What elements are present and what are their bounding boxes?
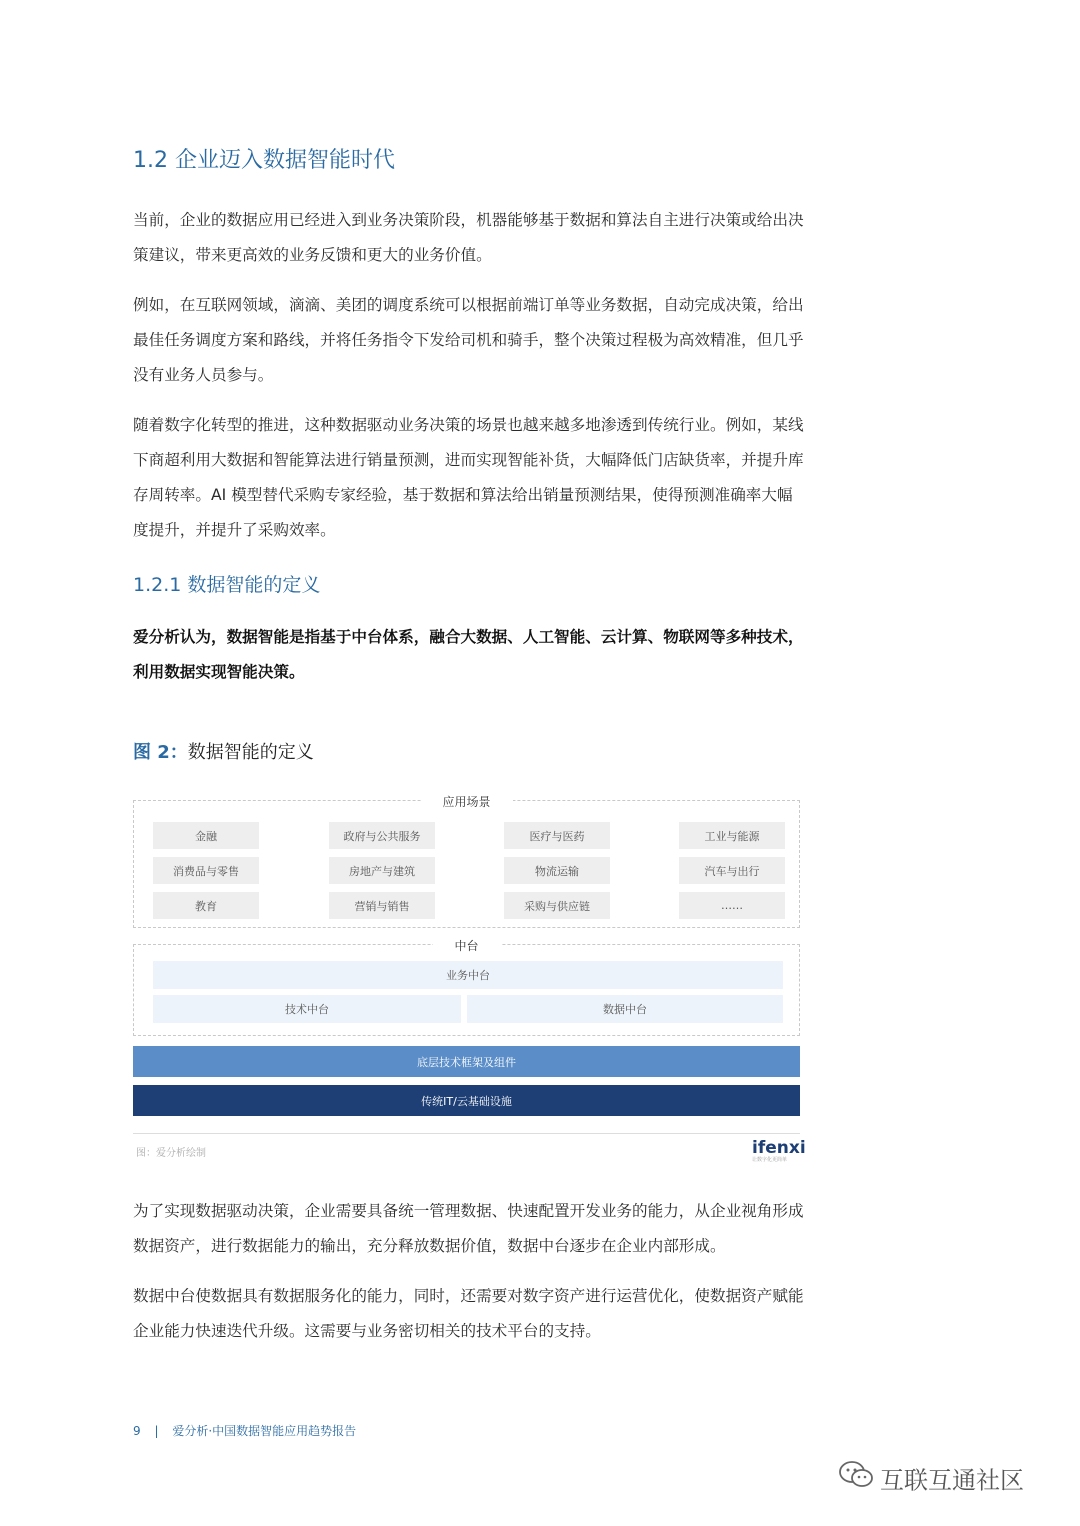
report-title: 爱分析·中国数据智能应用趋势报告 bbox=[172, 1424, 357, 1438]
tech-framework-layer: 底层技术框架及组件 bbox=[133, 1046, 800, 1077]
scenario-cell: 房地产与建筑 bbox=[329, 857, 435, 884]
app-scenarios-box bbox=[133, 795, 800, 928]
scenario-cell: 物流运输 bbox=[504, 857, 610, 884]
figure-source: 图：爱分析绘制 bbox=[136, 1148, 206, 1159]
scenario-cell: 营销与销售 bbox=[329, 892, 435, 919]
infrastructure-layer: 传统IT/云基础设施 bbox=[133, 1085, 800, 1116]
figure-title bbox=[133, 738, 314, 764]
scenario-cell: 医疗与医药 bbox=[504, 822, 610, 849]
technology-middle-platform: 技术中台 bbox=[153, 995, 461, 1023]
paragraph-5: 数据中台使数据具有数据服务化的能力，同时，还需要对数字资产进行运营优化，使数据资产赋能企业能力快速迭代升级。这需要与业务密切相关的技术平台的支持。 bbox=[133, 1287, 804, 1340]
figure-title-prefix: 图 2： bbox=[133, 742, 188, 763]
ifenxi-logo-tagline: 让数字化更简单 bbox=[752, 1157, 788, 1163]
definition-paragraph: 爱分析认为，数据智能是指基于中台体系，融合大数据、人工智能、云计算、物联网等多种技术，利用数据实现智能决策。 bbox=[133, 628, 804, 681]
paragraph-3: 随着数字化转型的推进，这种数据驱动业务决策的场景也越来越多地渗透到传统行业。例如，某线下商超利用大数据和智能算法进行销量预测，进而实现智能补货，大幅降低门店缺货率，并提升库存周转率。AI 模型替代采购专家经验，基于数据和算法给出销量预测结果，使得预测准确率大幅度提升，并提升了采购效率。 bbox=[133, 416, 804, 539]
figure-title-text: 数据智能的定义 bbox=[187, 742, 314, 763]
watermark bbox=[838, 1460, 1024, 1496]
middle-platform-box bbox=[133, 939, 800, 1036]
footer-separator: | bbox=[154, 1424, 159, 1438]
paragraph-2: 例如，在互联网领域，滴滴、美团的调度系统可以根据前端订单等业务数据，自动完成决策，给出最佳任务调度方案和路线，并将任务指令下发给司机和骑手，整个决策过程极为高效精准，但几乎没有业务人员参与。 bbox=[133, 296, 804, 384]
scenario-cell: 消费品与零售 bbox=[153, 857, 259, 884]
scenario-cell: 教育 bbox=[153, 892, 259, 919]
data-middle-platform: 数据中台 bbox=[467, 995, 783, 1023]
paragraph-4: 为了实现数据驱动决策，企业需要具备统一管理数据、快速配置开发业务的能力，从企业视角形成数据资产，进行数据能力的输出，充分释放数据价值，数据中台逐步在企业内部形成。 bbox=[133, 1202, 804, 1255]
figure-divider bbox=[133, 1133, 800, 1134]
paragraph-1: 当前，企业的数据应用已经进入到业务决策阶段，机器能够基于数据和算法自主进行决策或给出决策建议，带来更高效的业务反馈和更大的业务价值。 bbox=[133, 211, 804, 264]
scenario-cell: 采购与供应链 bbox=[504, 892, 610, 919]
ifenxi-logo: ifenxi bbox=[752, 1138, 806, 1158]
business-middle-platform: 业务中台 bbox=[153, 961, 783, 989]
page-number: 9 bbox=[133, 1424, 141, 1438]
section-heading: 1.2 企业迈入数据智能时代 bbox=[133, 148, 395, 173]
watermark-text: 互联互通社区 bbox=[880, 1466, 1024, 1495]
app-scenarios-label: 应用场景 bbox=[420, 793, 512, 810]
middle-platform-label: 中台 bbox=[432, 937, 500, 954]
scenario-cell: 汽车与出行 bbox=[679, 857, 785, 884]
scenario-cell: …… bbox=[679, 892, 785, 919]
subsection-heading: 1.2.1 数据智能的定义 bbox=[133, 574, 321, 596]
wechat-icon bbox=[838, 1460, 874, 1496]
scenario-cell: 政府与公共服务 bbox=[329, 822, 435, 849]
scenario-cell: 工业与能源 bbox=[679, 822, 785, 849]
page-footer bbox=[133, 1422, 356, 1439]
scenario-cell: 金融 bbox=[153, 822, 259, 849]
